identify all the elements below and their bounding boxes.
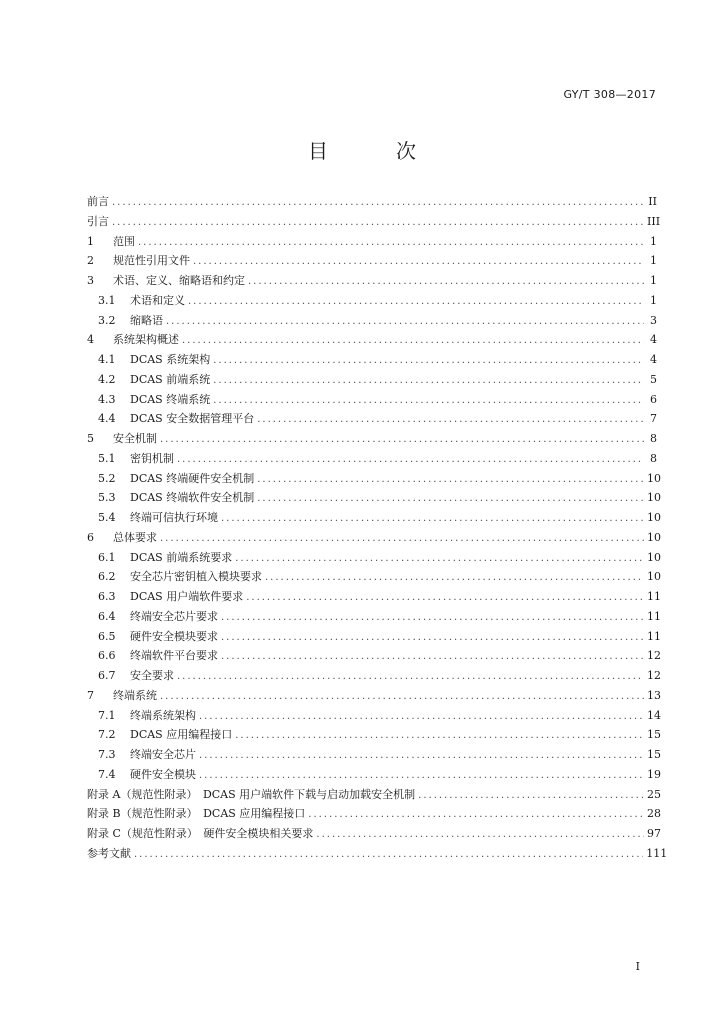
dot-leader (160, 529, 644, 549)
toc-entry[interactable] (87, 192, 657, 212)
dot-leader (112, 213, 644, 233)
dot-leader (160, 687, 644, 707)
toc-entry-number: 7.2 (98, 728, 116, 742)
toc-entry-label: 终端可信执行环境 (130, 511, 218, 524)
toc-entry[interactable] (87, 745, 661, 765)
toc-entry-number: 5.4 (98, 511, 116, 524)
toc-entry-label: 附录 C（规范性附录） 硬件安全模块相关要求 (87, 827, 314, 840)
toc-entry-label: 缩略语 (130, 313, 163, 327)
toc-entry-page: 7 (650, 412, 657, 426)
toc-entry-label: DCAS 终端系统 (130, 392, 211, 406)
toc-entry[interactable] (87, 488, 661, 508)
toc-entry[interactable] (87, 607, 661, 627)
toc-entry-page: II (648, 195, 657, 208)
table-of-contents (87, 192, 668, 864)
toc-entry-number: 6.6 (98, 649, 116, 663)
toc-entry-label: 安全芯片密钥植入模块要求 (130, 570, 262, 584)
dot-leader (221, 509, 644, 529)
toc-entry[interactable] (87, 587, 661, 607)
toc-entry-label: 终端安全芯片 (130, 748, 196, 761)
toc-entry-number: 5.2 (98, 471, 116, 485)
toc-entry[interactable] (87, 686, 661, 706)
dot-leader (199, 707, 644, 727)
toc-entry-number: 6.3 (98, 590, 116, 603)
toc-entry-number: 5.1 (98, 451, 116, 465)
toc-entry-page: 28 (647, 807, 661, 821)
dot-leader (418, 786, 644, 806)
toc-entry-number: 4.3 (98, 392, 116, 406)
dot-leader (177, 667, 644, 687)
toc-entry-number: 5.3 (98, 491, 116, 505)
toc-entry-page: 10 (647, 471, 661, 485)
toc-entry-page: III (647, 214, 661, 228)
dot-leader (221, 608, 644, 628)
toc-entry[interactable] (87, 271, 657, 291)
toc-entry-label: 密钥机制 (130, 451, 174, 465)
toc-entry-number: 4.4 (98, 412, 116, 426)
toc-entry-label: 前言 (87, 195, 109, 208)
dot-leader (177, 450, 644, 470)
dot-leader (213, 371, 644, 391)
toc-entry-label: 附录 A（规范性附录） DCAS 用户端软件下载与启动加载安全机制 (87, 787, 416, 801)
toc-entry-page: 3 (650, 313, 657, 327)
toc-entry[interactable] (87, 567, 661, 587)
toc-entry-label: DCAS 前端系统 (130, 372, 211, 386)
toc-entry-page: 15 (647, 748, 661, 761)
dot-leader (112, 193, 644, 213)
toc-entry-number: 4 (87, 333, 94, 347)
dot-leader (235, 549, 644, 569)
toc-entry-label: DCAS 系统架构 (130, 353, 211, 366)
dot-leader (265, 568, 644, 588)
toc-entry-label: 安全机制 (113, 432, 157, 445)
toc-entry-label: 终端系统架构 (130, 708, 196, 722)
dot-leader (193, 252, 644, 272)
dot-leader (257, 470, 644, 490)
toc-entry[interactable] (87, 804, 661, 824)
toc-entry-label: DCAS 用户端软件要求 (130, 590, 244, 603)
toc-entry[interactable] (87, 232, 657, 252)
toc-entry-number: 6 (87, 530, 94, 544)
toc-entry-page: 1 (650, 234, 657, 248)
dot-leader (182, 331, 644, 351)
toc-entry-number: 2 (87, 254, 94, 268)
dot-leader (235, 726, 644, 746)
toc-entry-label: 术语和定义 (130, 293, 185, 307)
toc-entry-number: 7.1 (98, 708, 116, 722)
toc-entry[interactable] (87, 725, 661, 745)
toc-entry-page: 1 (650, 254, 657, 268)
toc-entry-number: 4.2 (98, 372, 116, 386)
toc-entry-number: 6.7 (98, 669, 116, 682)
toc-entry[interactable] (87, 824, 661, 844)
toc-entry-label: 安全要求 (130, 669, 174, 682)
toc-entry-page: 25 (647, 787, 661, 801)
toc-entry[interactable] (87, 844, 668, 864)
standard-code: GY/T 308—2017 (563, 88, 656, 101)
dot-leader (246, 588, 644, 608)
toc-entry[interactable] (87, 251, 657, 271)
toc-entry-number: 5 (87, 432, 94, 445)
toc-entry-label: 终端软件平台要求 (130, 649, 218, 663)
toc-entry-label: 终端安全芯片要求 (130, 609, 218, 623)
toc-entry-page: 1 (650, 274, 657, 287)
toc-entry-number: 7 (87, 688, 94, 702)
toc-entry-label: 系统架构概述 (113, 333, 179, 347)
toc-entry-number: 6.5 (98, 629, 116, 643)
toc-entry-label: 术语、定义、缩略语和约定 (113, 274, 245, 287)
dot-leader (199, 746, 644, 766)
toc-entry-page: 14 (647, 708, 661, 722)
toc-entry-page: 10 (647, 491, 661, 505)
toc-entry-label: DCAS 安全数据管理平台 (130, 412, 255, 426)
toc-entry-page: 11 (647, 609, 661, 623)
toc-entry[interactable] (87, 646, 661, 666)
toc-entry-label: 范围 (113, 234, 135, 248)
toc-entry-page: 8 (650, 432, 657, 445)
dot-leader (308, 805, 644, 825)
toc-entry-number: 3.1 (98, 293, 116, 307)
toc-entry-number: 3 (87, 274, 94, 287)
toc-entry-number: 1 (87, 234, 94, 248)
page-title: 目 次 (308, 139, 440, 163)
toc-entry-number: 4.1 (98, 353, 116, 366)
toc-entry[interactable] (87, 350, 657, 370)
toc-entry[interactable] (87, 528, 661, 548)
toc-entry-label: 终端系统 (113, 688, 157, 702)
toc-entry-number: 6.1 (98, 550, 116, 564)
dot-leader (134, 845, 643, 865)
toc-entry-label: 总体要求 (113, 530, 157, 544)
toc-entry-page: 1 (650, 293, 657, 307)
dot-leader (221, 628, 644, 648)
dot-leader (213, 351, 644, 371)
toc-entry-page: 5 (650, 372, 657, 386)
toc-entry[interactable] (87, 330, 657, 350)
toc-entry[interactable] (87, 390, 657, 410)
dot-leader (160, 430, 644, 450)
toc-entry[interactable] (87, 370, 657, 390)
toc-entry-label: DCAS 应用编程接口 (130, 728, 233, 742)
toc-entry-page: 6 (650, 392, 657, 406)
dot-leader (213, 391, 644, 411)
toc-entry[interactable] (87, 627, 661, 647)
toc-entry-number: 7.3 (98, 748, 116, 761)
toc-entry-page: 10 (647, 511, 661, 524)
toc-entry-page: 111 (646, 846, 668, 860)
toc-entry-page: 4 (650, 353, 657, 366)
toc-entry-label: DCAS 前端系统要求 (130, 550, 233, 564)
toc-entry-label: 附录 B（规范性附录） DCAS 应用编程接口 (87, 807, 306, 821)
toc-entry-number: 6.2 (98, 570, 116, 584)
toc-entry-page: 97 (647, 827, 661, 840)
page-number: I (635, 960, 640, 973)
toc-entry[interactable] (87, 706, 661, 726)
toc-entry-page: 12 (647, 649, 661, 663)
dot-leader (138, 233, 644, 253)
toc-entry-number: 3.2 (98, 313, 116, 327)
toc-entry[interactable] (87, 548, 661, 568)
toc-entry[interactable] (87, 469, 661, 489)
dot-leader (257, 489, 644, 509)
toc-entry[interactable] (87, 449, 657, 469)
toc-entry-number: 7.4 (98, 767, 116, 781)
toc-entry-page: 12 (647, 669, 661, 682)
dot-leader (316, 825, 644, 845)
dot-leader (248, 272, 644, 292)
toc-entry-page: 8 (650, 451, 657, 465)
dot-leader (166, 312, 644, 332)
toc-entry-page: 10 (647, 530, 661, 544)
dot-leader (199, 766, 644, 786)
toc-entry-label: DCAS 终端硬件安全机制 (130, 471, 255, 485)
toc-entry[interactable] (87, 212, 661, 232)
toc-entry-label: 规范性引用文件 (113, 254, 190, 268)
toc-entry-page: 10 (647, 570, 661, 584)
toc-entry[interactable] (87, 508, 661, 528)
toc-entry-page: 4 (650, 333, 657, 347)
toc-entry-number: 6.4 (98, 609, 116, 623)
dot-leader (188, 292, 644, 312)
toc-entry[interactable] (87, 666, 661, 686)
toc-entry-page: 15 (647, 728, 661, 742)
toc-entry-page: 10 (647, 550, 661, 564)
toc-entry-page: 13 (647, 688, 661, 702)
toc-entry-label: 参考文献 (87, 846, 131, 860)
dot-leader (221, 647, 644, 667)
dot-leader (257, 410, 644, 430)
toc-entry[interactable] (87, 765, 661, 785)
toc-entry-page: 19 (647, 767, 661, 781)
toc-entry[interactable] (87, 291, 657, 311)
toc-entry-label: 引言 (87, 214, 109, 228)
toc-entry-label: DCAS 终端软件安全机制 (130, 491, 255, 505)
toc-entry-label: 硬件安全模块 (130, 767, 196, 781)
toc-entry[interactable] (87, 409, 657, 429)
toc-entry-page: 11 (647, 629, 661, 643)
toc-entry-page: 11 (647, 590, 661, 603)
toc-entry[interactable] (87, 785, 661, 805)
toc-entry[interactable] (87, 429, 657, 449)
toc-entry-label: 硬件安全模块要求 (130, 629, 218, 643)
toc-entry[interactable] (87, 311, 657, 331)
